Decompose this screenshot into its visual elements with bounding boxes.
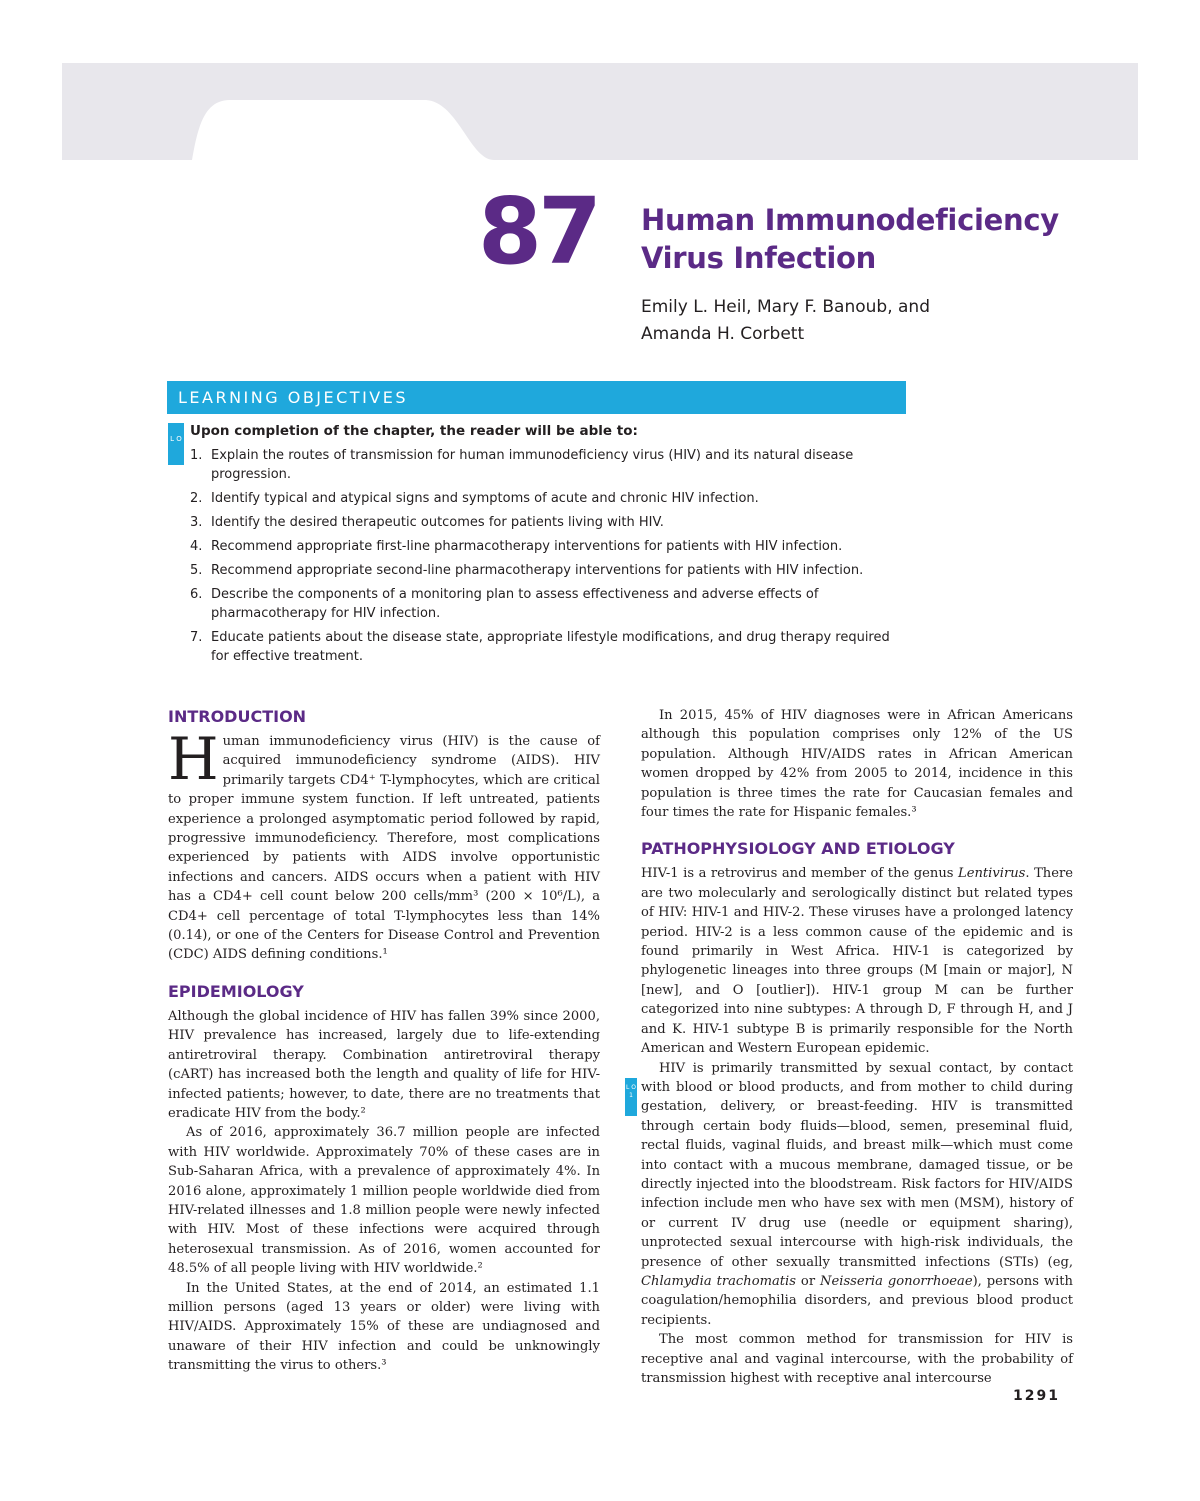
item-number: 5. bbox=[190, 563, 203, 578]
learning-objectives-header: LEARNING OBJECTIVES bbox=[167, 381, 906, 414]
item-number: 1. bbox=[190, 448, 203, 463]
introduction-text: uman immunodeficiency virus (HIV) is the cause of acquired immunodeficiency syndrome (AIDS). HIV primarily targets CD4⁺ T-lymphocytes, which are critical to proper immune system function. If left untreated, patients experience a prolonged asymptomatic period followed by rapid, progressive immunodeficiency. Therefore, most complications experienced by patients with AIDS involve opportunistic infections and cancers. AIDS occurs when a patient with HIV has a CD4+ cell count below 200 cells/mm³ (200 × 10⁶/L), a CD4+ cell percentage of total T-lymphocytes less than 14% (0.14), or one of the Centers for Disease Control and Prevention (CDC) AIDS defining conditions.¹ bbox=[168, 734, 600, 963]
text-run: HIV is primarily transmitted by sexual contact, by contact with blood or blood products, and from mother to child during gestation, delivery, or breast-feeding. HIV is transmitted through certain body fluids—blood, semen, preseminal fluid, rectal fluids, vaginal fluids, and breast milk—which must come into contact with a mucous membrane, damaged tissue, or be directly injected into the bloodstream. Risk factors for HIV/AIDS infection include men who have sex with men (MSM), history of or current IV drug use (needle or equipment sharing), unprotected sexual intercourse with high-risk individuals, the presence of other sexually transmitted infections (STIs) (eg, bbox=[641, 1060, 1073, 1270]
text-run: or bbox=[795, 1273, 821, 1289]
epidemiology-paragraph-3: In the United States, at the end of 2014, an estimated 1.1 million persons (aged 13 years or older) were living with HIV/AIDS. Approximately 15% of these are undiagnosed and unaware of their HIV infection and could be unknowingly transmitting the virus to others.³ bbox=[168, 1280, 600, 1374]
learning-objective-item bbox=[190, 537, 910, 556]
genus-name: Lentivirus bbox=[958, 866, 1026, 882]
text-run: HIV-1 is a retrovirus and member of the genus bbox=[641, 866, 959, 882]
item-text: Identify typical and atypical signs and symptoms of acute and chronic HIV infection. bbox=[211, 491, 759, 506]
learning-objective-item bbox=[190, 513, 910, 532]
chapter-authors bbox=[641, 294, 1101, 348]
learning-objectives-list bbox=[190, 421, 910, 666]
page-number: 1291 bbox=[1013, 1388, 1060, 1404]
learning-objectives-intro: Upon completion of the chapter, the reader will be able to: bbox=[190, 423, 638, 439]
item-number: 2. bbox=[190, 491, 203, 506]
item-text: Explain the routes of transmission for human immunodeficiency virus (HIV) and its natural disease progression. bbox=[211, 448, 854, 482]
organism-name: Chlamydia trachomatis bbox=[641, 1273, 796, 1289]
epidemiology-paragraph-4: In 2015, 45% of HIV diagnoses were in African Americans although this population comprises only 12% of the US population. Although HIV/AIDS rates in African American women dropped by 42% from 2005 to 2014, incidence in this population is three times the rate for Caucasian females and four times the rate for Hispanic females.³ bbox=[641, 708, 1073, 821]
epidemiology-paragraph-1: Although the global incidence of HIV has fallen 39% since 2000, HIV prevalence has increased, largely due to life-extending antiretroviral therapy. Combination antiretroviral therapy (cART) has increased both the length and quality of life for HIV-infected patients; however, to date, there are no treatments that eradicate HIV from the body.² bbox=[168, 1008, 600, 1121]
item-text: Recommend appropriate first-line pharmacotherapy interventions for patients with HIV infection. bbox=[211, 539, 843, 554]
item-number: 7. bbox=[190, 630, 203, 645]
organism-name: Neisseria gonorrhoeae bbox=[820, 1273, 973, 1289]
pathophysiology-paragraph-1 bbox=[641, 864, 1073, 1058]
section-heading-pathophysiology: PATHOPHYSIOLOGY AND ETIOLOGY bbox=[641, 839, 955, 859]
learning-objective-item bbox=[190, 628, 910, 666]
right-column bbox=[641, 706, 1073, 1388]
epidemiology-paragraph-2: As of 2016, approximately 36.7 million people are infected with HIV worldwide. Approximately 70% of these cases are in Sub-Saharan Africa, with a prevalence of approximately 4%. In 2016 alone, approximately 1 million people worldwide died from HIV-related illnesses and 1.8 million people were newly infected with HIV. Most of these infections were acquired through heterosexual transmission. As of 2016, women accounted for 48.5% of all people living with HIV worldwide.² bbox=[168, 1125, 600, 1277]
item-text: Educate patients about the disease state, appropriate lifestyle modifications, and drug therapy required for effective treatment. bbox=[211, 630, 890, 664]
learning-objective-side-marker: L O 1 bbox=[625, 1078, 637, 1116]
learning-objective-item bbox=[190, 489, 910, 508]
chapter-title-line-2: Virus Infection bbox=[641, 241, 876, 275]
chapter-number: 87 bbox=[478, 178, 599, 285]
chapter-title bbox=[641, 201, 1121, 277]
pathophysiology-paragraph-3: The most common method for transmission for HIV is receptive anal and vaginal intercourse, with the probability of transmission highest with receptive anal intercourse bbox=[641, 1332, 1073, 1386]
text-run: . There are two molecularly and serologically distinct but related types of HIV: HIV-1 and HIV-2. These viruses have a prolonged latency period. HIV-2 is a less common cause of the epidemic and is found primarily in West Africa. HIV-1 is categorized by phylogenetic lineages into three groups (M [main or major], N [new], and O [outlier]). HIV-1 group M can be further categorized into nine subtypes: A through D, F through H, and J and K. HIV-1 subtype B is primarily responsible for the North American and Western European epidemic. bbox=[641, 866, 1073, 1057]
section-heading-epidemiology: EPIDEMIOLOGY bbox=[168, 981, 304, 1001]
item-text: Recommend appropriate second-line pharmacotherapy interventions for patients with HIV infection. bbox=[211, 563, 864, 578]
introduction-paragraph bbox=[168, 725, 600, 965]
chapter-title-line-1: Human Immunodeficiency bbox=[641, 203, 1059, 237]
authors-line-2: Amanda H. Corbett bbox=[641, 324, 805, 344]
item-number: 3. bbox=[190, 515, 203, 530]
item-number: 4. bbox=[190, 539, 203, 554]
pathophysiology-paragraph-2 bbox=[641, 1059, 1073, 1331]
learning-objective-item bbox=[190, 446, 910, 484]
header-tab-decoration bbox=[0, 0, 1200, 170]
learning-objective-marker: L O bbox=[168, 423, 184, 465]
text-run: ), persons with coagulation/hemophilia disorders, and previous blood product recipients. bbox=[641, 1273, 1073, 1328]
learning-objective-item bbox=[190, 561, 910, 580]
learning-objective-item bbox=[190, 585, 910, 623]
drop-cap: H bbox=[168, 725, 219, 793]
item-text: Describe the components of a monitoring plan to assess effectiveness and adverse effects of pharmacotherapy for HIV infection. bbox=[211, 587, 819, 621]
left-column bbox=[168, 706, 600, 1376]
section-heading-introduction: INTRODUCTION bbox=[168, 707, 307, 726]
item-text: Identify the desired therapeutic outcomes for patients living with HIV. bbox=[211, 515, 664, 530]
item-number: 6. bbox=[190, 587, 203, 602]
authors-line-1: Emily L. Heil, Mary F. Banoub, and bbox=[641, 297, 930, 317]
